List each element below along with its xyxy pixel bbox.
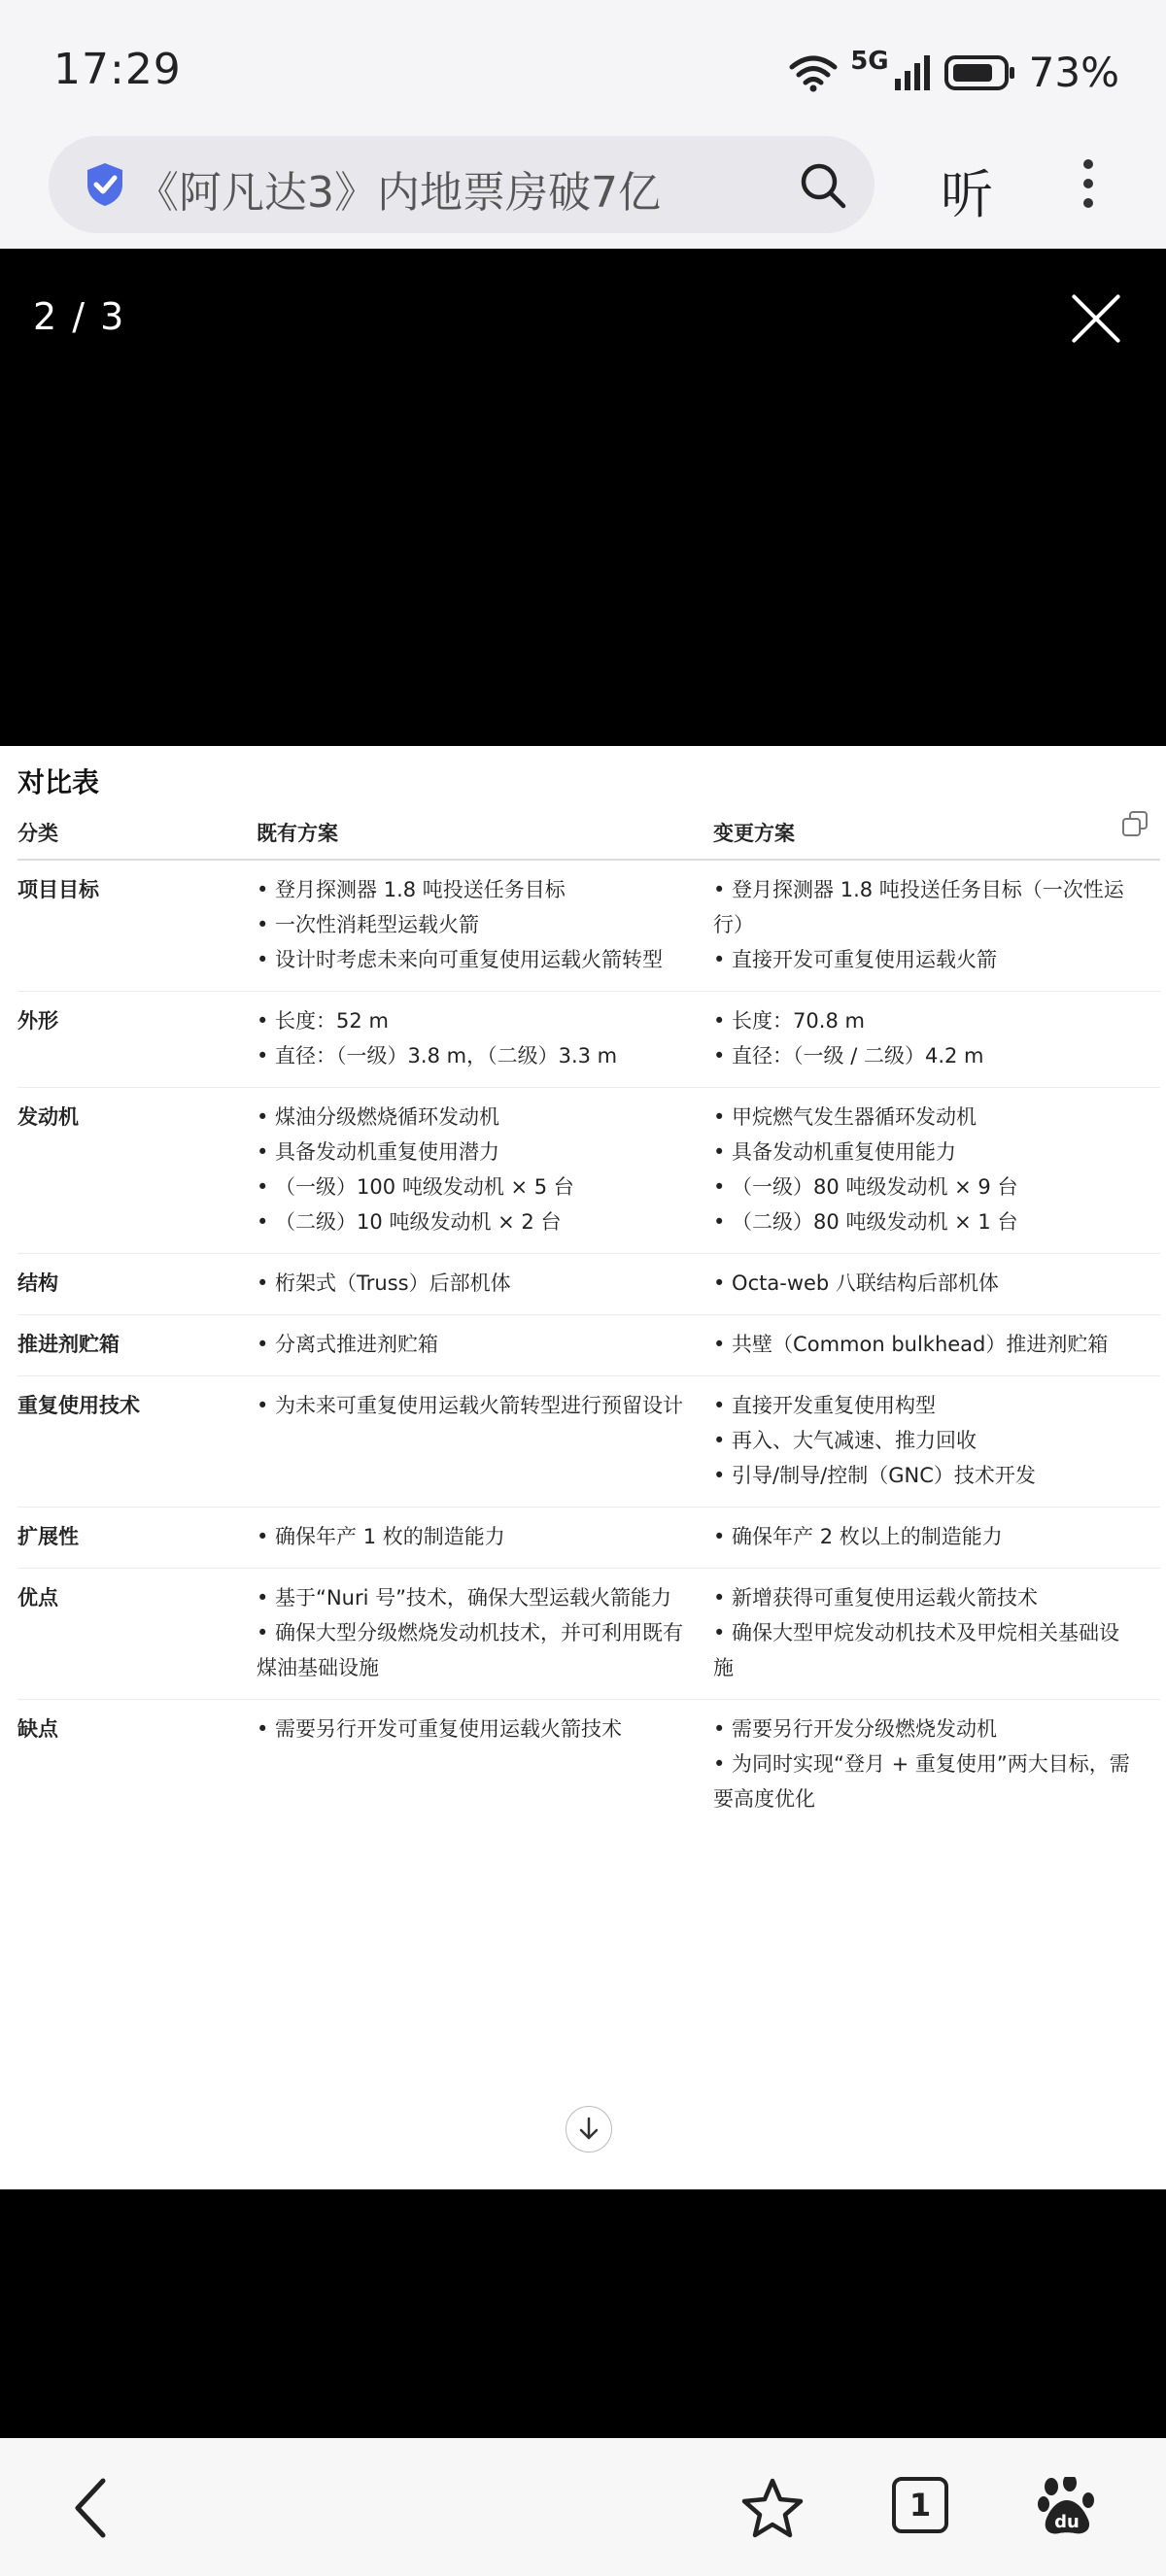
star-icon: [740, 2477, 805, 2539]
table-row: [17, 1315, 1160, 1376]
table-row: [17, 992, 1160, 1088]
row-changed-cell: [713, 1254, 1160, 1315]
bottom-navigation: [0, 2438, 1166, 2576]
chevron-left-icon: [68, 2477, 117, 2539]
row-changed-cell: [713, 1569, 1160, 1700]
changed-item: • （二级）80 吨级发动机 × 1 台: [713, 1210, 1018, 1234]
row-changed-cell: [713, 1700, 1160, 1831]
listen-button[interactable]: 听: [941, 164, 993, 225]
existing-item: • 登月探测器 1.8 吨投送任务目标: [257, 878, 566, 901]
changed-item: • 引导/制导/控制（GNC）技术开发: [713, 1464, 1036, 1487]
scroll-down-button[interactable]: [566, 2106, 612, 2152]
row-changed-cell: [713, 860, 1160, 992]
row-existing-cell: [257, 992, 713, 1088]
changed-item: • 再入、大气减速、推力回收: [713, 1429, 977, 1452]
header-changed: 变更方案: [713, 800, 1160, 860]
existing-item: • 煤油分级燃烧循环发动机: [257, 1105, 500, 1129]
changed-item: • （一级）80 吨级发动机 × 9 台: [713, 1175, 1018, 1199]
row-existing-cell: [257, 1088, 713, 1254]
table-row: [17, 1700, 1160, 1831]
row-category: 结构: [17, 1254, 257, 1315]
row-changed-cell: [713, 1376, 1160, 1508]
more-menu-icon[interactable]: [1069, 153, 1108, 216]
row-category: 项目目标: [17, 860, 257, 992]
row-category: 外形: [17, 992, 257, 1088]
changed-item: • Octa-web 八联结构后部机体: [713, 1271, 999, 1295]
baidu-logo-text: du: [1054, 2512, 1080, 2532]
changed-item: • 登月探测器 1.8 吨投送任务目标（一次性运行）: [713, 878, 1124, 936]
status-indicators: [788, 46, 1119, 96]
baidu-paw-icon[interactable]: [1038, 2477, 1096, 2541]
table-row: [17, 1508, 1160, 1569]
table-row: [17, 860, 1160, 992]
back-button[interactable]: [68, 2477, 117, 2543]
table-row: [17, 1254, 1160, 1315]
changed-item: • 为同时实现“登月 + 重复使用”两大目标，需要高度优化: [713, 1752, 1130, 1811]
row-category: 重复使用技术: [17, 1376, 257, 1508]
battery-percent: 73%: [1028, 49, 1119, 96]
page-counter: 2 / 3: [33, 295, 126, 338]
row-existing-cell: [257, 1508, 713, 1569]
existing-item: • 需要另行开发可重复使用运载火箭技术: [257, 1717, 623, 1741]
comparison-table: [17, 800, 1160, 1830]
image-viewer: [0, 249, 1166, 2438]
table-body: [17, 860, 1160, 1830]
shield-check-icon: [84, 161, 126, 208]
row-category: 优点: [17, 1569, 257, 1700]
row-category: 推进剂贮箱: [17, 1315, 257, 1376]
network-type-label: 5G: [850, 46, 889, 76]
changed-item: • 甲烷燃气发生器循环发动机: [713, 1105, 977, 1129]
table-row: [17, 1376, 1160, 1508]
row-existing-cell: [257, 1254, 713, 1315]
header-category: 分类: [17, 800, 257, 860]
signal-icon: [893, 53, 932, 92]
tab-count: 1: [892, 2477, 948, 2533]
row-existing-cell: [257, 1315, 713, 1376]
tabs-button[interactable]: [892, 2477, 948, 2533]
row-changed-cell: [713, 1508, 1160, 1569]
row-existing-cell: [257, 1569, 713, 1700]
table-header-row: [17, 800, 1160, 860]
existing-item: • 直径：（一级）3.8 m，（二级）3.3 m: [257, 1044, 618, 1068]
row-category: 扩展性: [17, 1508, 257, 1569]
search-bar[interactable]: [49, 136, 874, 233]
existing-item: • 一次性消耗型运载火箭: [257, 913, 480, 936]
existing-item: • （一级）100 吨级发动机 × 5 台: [257, 1175, 574, 1199]
row-changed-cell: [713, 1088, 1160, 1254]
changed-item: • 具备发动机重复使用能力: [713, 1140, 957, 1164]
existing-item: • （二级）10 吨级发动机 × 2 台: [257, 1210, 562, 1234]
existing-item: • 设计时考虑未来向可重复使用运载火箭转型: [257, 948, 664, 971]
comparison-image[interactable]: [0, 746, 1166, 2189]
changed-item: • 直接开发可重复使用运载火箭: [713, 948, 998, 971]
changed-item: • 新增获得可重复使用运载火箭技术: [713, 1586, 1039, 1610]
header-existing: 既有方案: [257, 800, 713, 860]
changed-item: • 确保年产 2 枚以上的制造能力: [713, 1525, 1003, 1548]
existing-item: • 长度：52 m: [257, 1009, 389, 1033]
existing-item: • 基于“Nuri 号”技术，确保大型运载火箭能力: [257, 1586, 671, 1610]
changed-item: • 长度：70.8 m: [713, 1009, 865, 1033]
wifi-icon: [788, 53, 839, 92]
changed-item: • 需要另行开发分级燃烧发动机: [713, 1717, 998, 1741]
row-changed-cell: [713, 992, 1160, 1088]
table-title: 对比表: [17, 766, 100, 798]
existing-item: • 具备发动机重复使用潜力: [257, 1140, 500, 1164]
existing-item: • 确保年产 1 枚的制造能力: [257, 1525, 505, 1548]
existing-item: • 为未来可重复使用运载火箭转型进行预留设计: [257, 1394, 684, 1417]
changed-item: • 确保大型甲烷发动机技术及甲烷相关基础设施: [713, 1621, 1120, 1679]
status-bar: [0, 0, 1166, 136]
close-icon[interactable]: [1069, 291, 1123, 346]
search-icon[interactable]: [799, 161, 847, 210]
table-row: [17, 1088, 1160, 1254]
search-query[interactable]: 《阿凡达3》内地票房破7亿: [136, 168, 661, 218]
row-existing-cell: [257, 1376, 713, 1508]
table-row: [17, 1569, 1160, 1700]
browser-toolbar: [0, 136, 1166, 249]
favorite-button[interactable]: [740, 2477, 805, 2543]
row-category: 发动机: [17, 1088, 257, 1254]
status-time: 17:29: [53, 45, 182, 94]
changed-item: • 直径：（一级 / 二级）4.2 m: [713, 1044, 984, 1068]
existing-item: • 分离式推进剂贮箱: [257, 1333, 439, 1356]
row-changed-cell: [713, 1315, 1160, 1376]
changed-item: • 共壁（Common bulkhead）推进剂贮箱: [713, 1333, 1109, 1356]
changed-item: • 直接开发重复使用构型: [713, 1394, 937, 1417]
battery-icon: [943, 53, 1017, 92]
existing-item: • 确保大型分级燃烧发动机技术，并可利用既有煤油基础设施: [257, 1621, 684, 1679]
row-existing-cell: [257, 860, 713, 992]
row-existing-cell: [257, 1700, 713, 1831]
existing-item: • 桁架式（Truss）后部机体: [257, 1271, 511, 1295]
row-category: 缺点: [17, 1717, 58, 1741]
arrow-down-icon: [577, 2117, 600, 2142]
